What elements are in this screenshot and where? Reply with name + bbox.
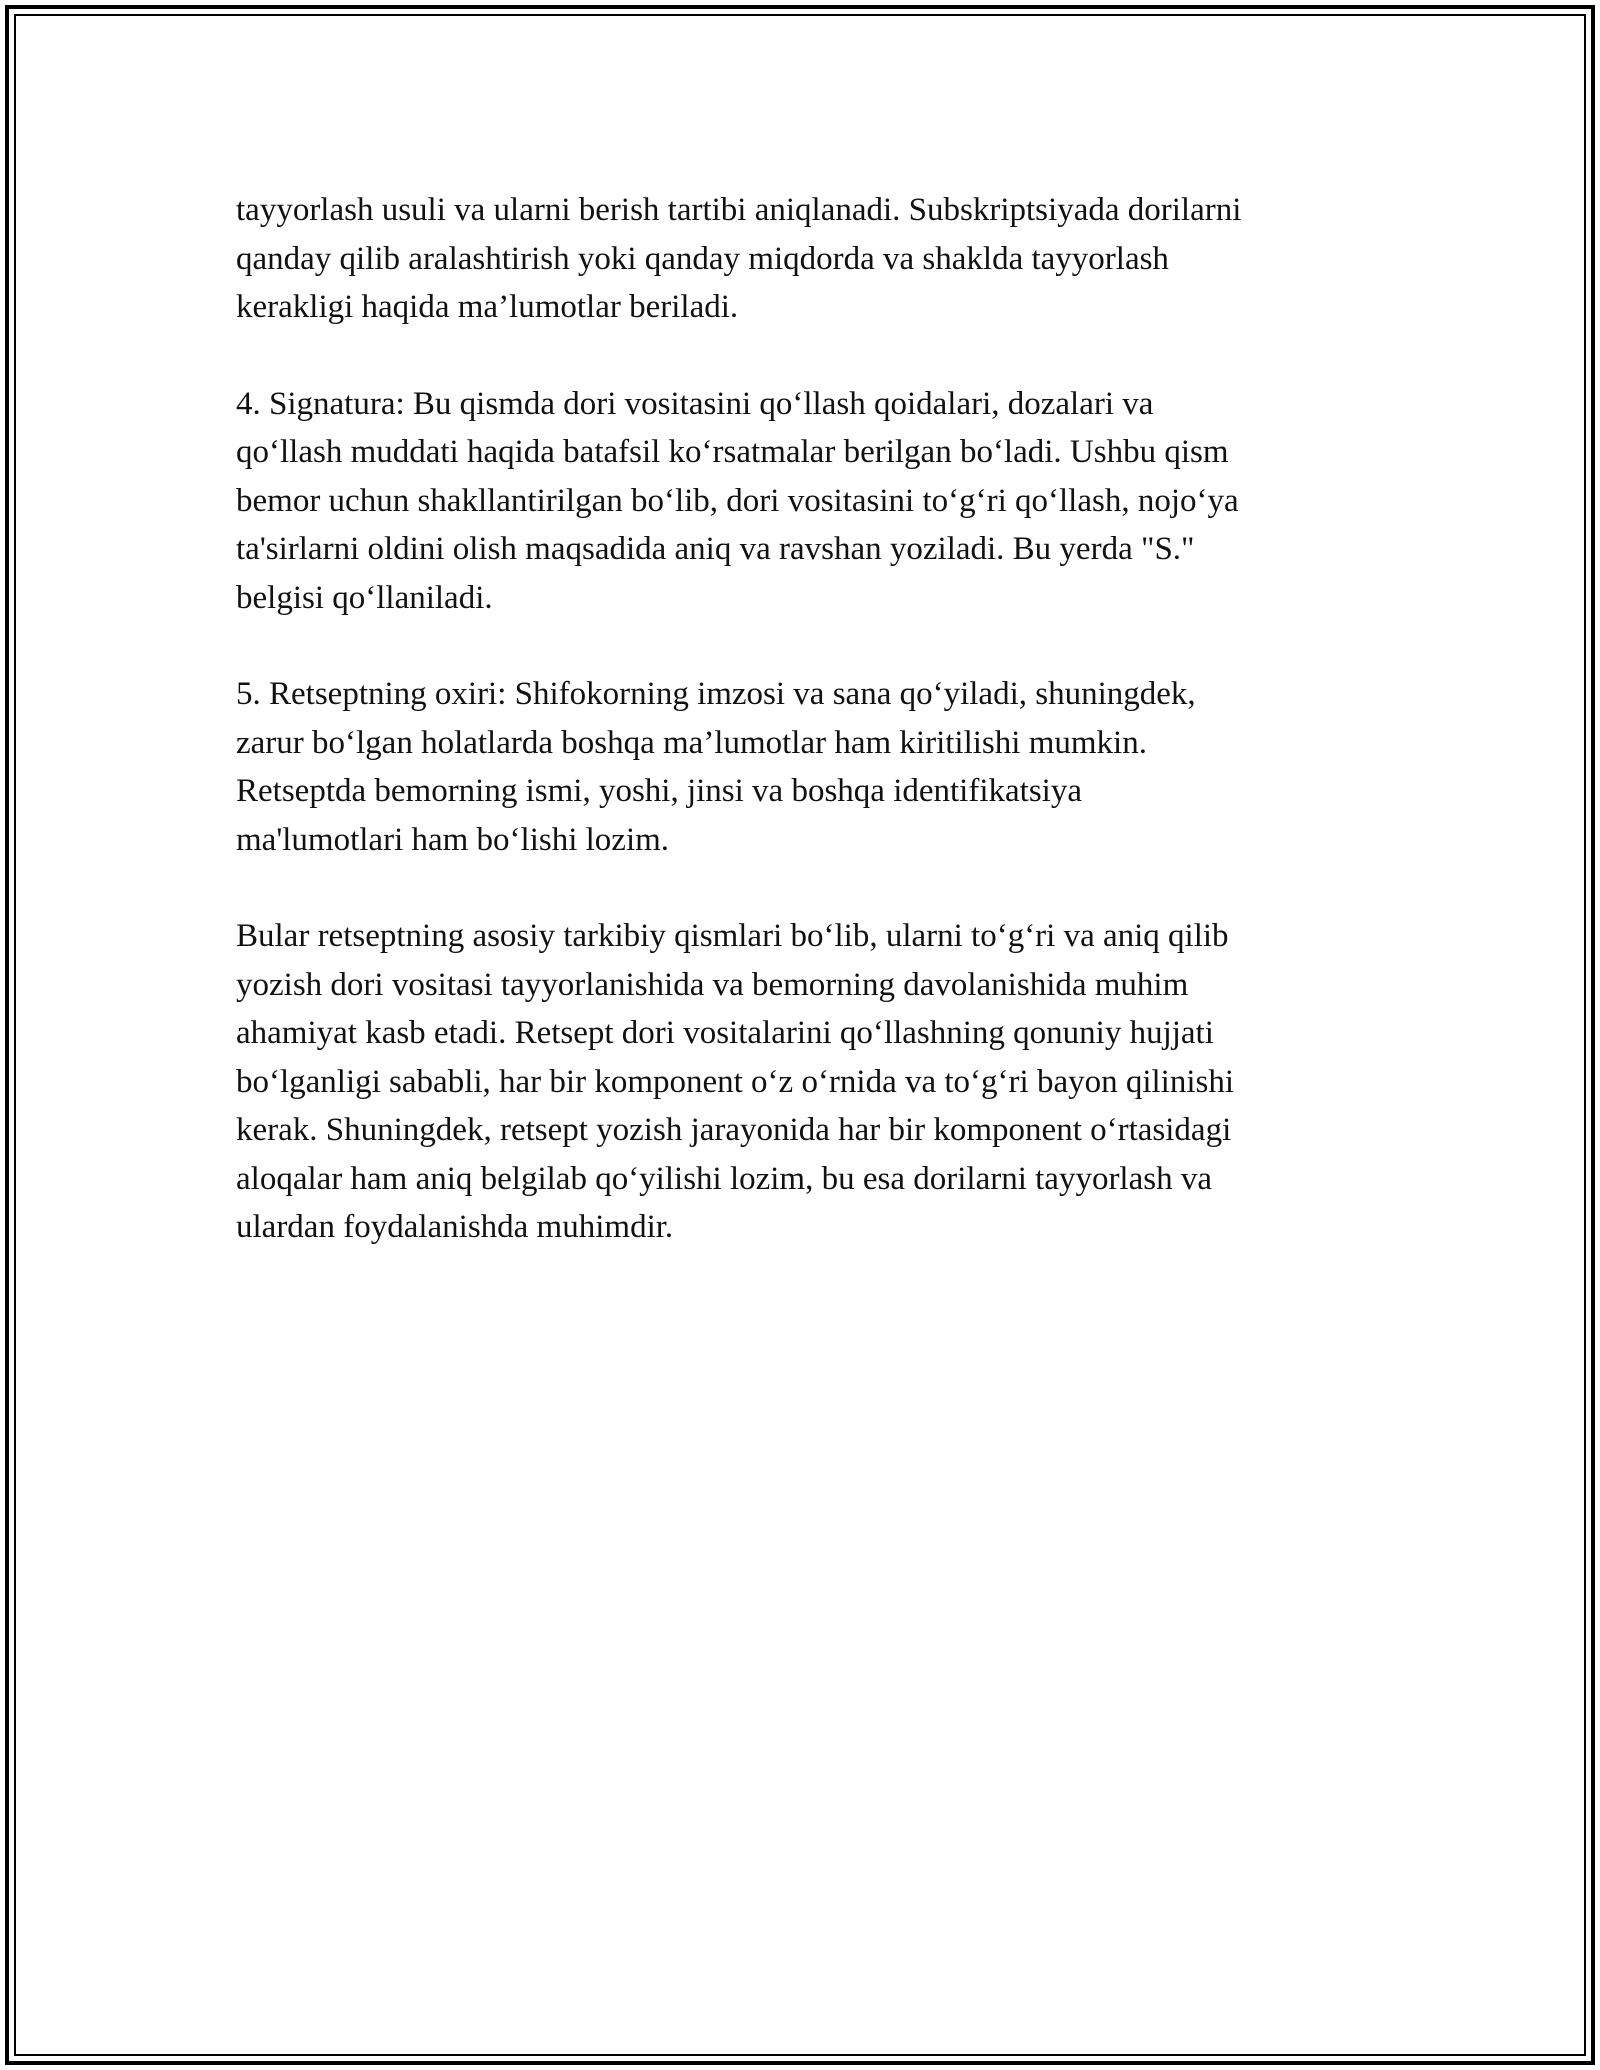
paragraph-subscription-continuation: tayyorlash usuli va ularni berish tartibi aniqlanadi. Subskriptsiyada dorilarni qanday qilib aralashtirish yoki qanday miqdorda va shaklda tayyorlash kerakligi haqida ma’lumotlar beriladi. xyxy=(236,192,1242,325)
paragraph-conclusion: Bular retseptning asosiy tarkibiy qismlari bo‘lib, ularni to‘g‘ri va aniq qilib yozish dori vositasi tayyorlanishida va bemorning davolanishida muhim ahamiyat kasb etadi. Retsept dori vositalarini qo‘llashning qonuniy hujjati bo‘lganligi sababli, har bir komponent o‘z o‘rnida va to‘g‘ri bayon qilinishi kerak. Shuningdek, retsept yozish jarayonida har bir komponent o‘rtasidagi aloqalar ham aniq belgilab qo‘yilishi lozim, bu esa dorilarni tayyorlash va ulardan foydalanishda muhimdir. xyxy=(236,918,1235,1245)
paragraph-prescription-end: 5. Retseptning oxiri: Shifokorning imzosi va sana qo‘yiladi, shuningdek, zarur bo‘lgan holatlarda boshqa ma’lumotlar ham kiritilishi mumkin. Retseptda bemorning ismi, yoshi, jinsi va boshqa identifikatsiya ma'lumotlari ham bo‘lishi lozim. xyxy=(236,676,1196,858)
document-body xyxy=(236,186,1366,1300)
paragraph-signatura: 4. Signatura: Bu qismda dori vositasini qo‘llash qoidalari, dozalari va qo‘llash muddati haqida batafsil ko‘rsatmalar berilgan bo‘ladi. Ushbu qism bemor uchun shakllantirilgan bo‘lib, dori vositasini to‘g‘ri qo‘llash, nojo‘ya ta'sirlarni oldini olish maqsadida aniq va ravshan yoziladi. Bu yerda "S." belgisi qo‘llaniladi. xyxy=(236,385,1239,616)
